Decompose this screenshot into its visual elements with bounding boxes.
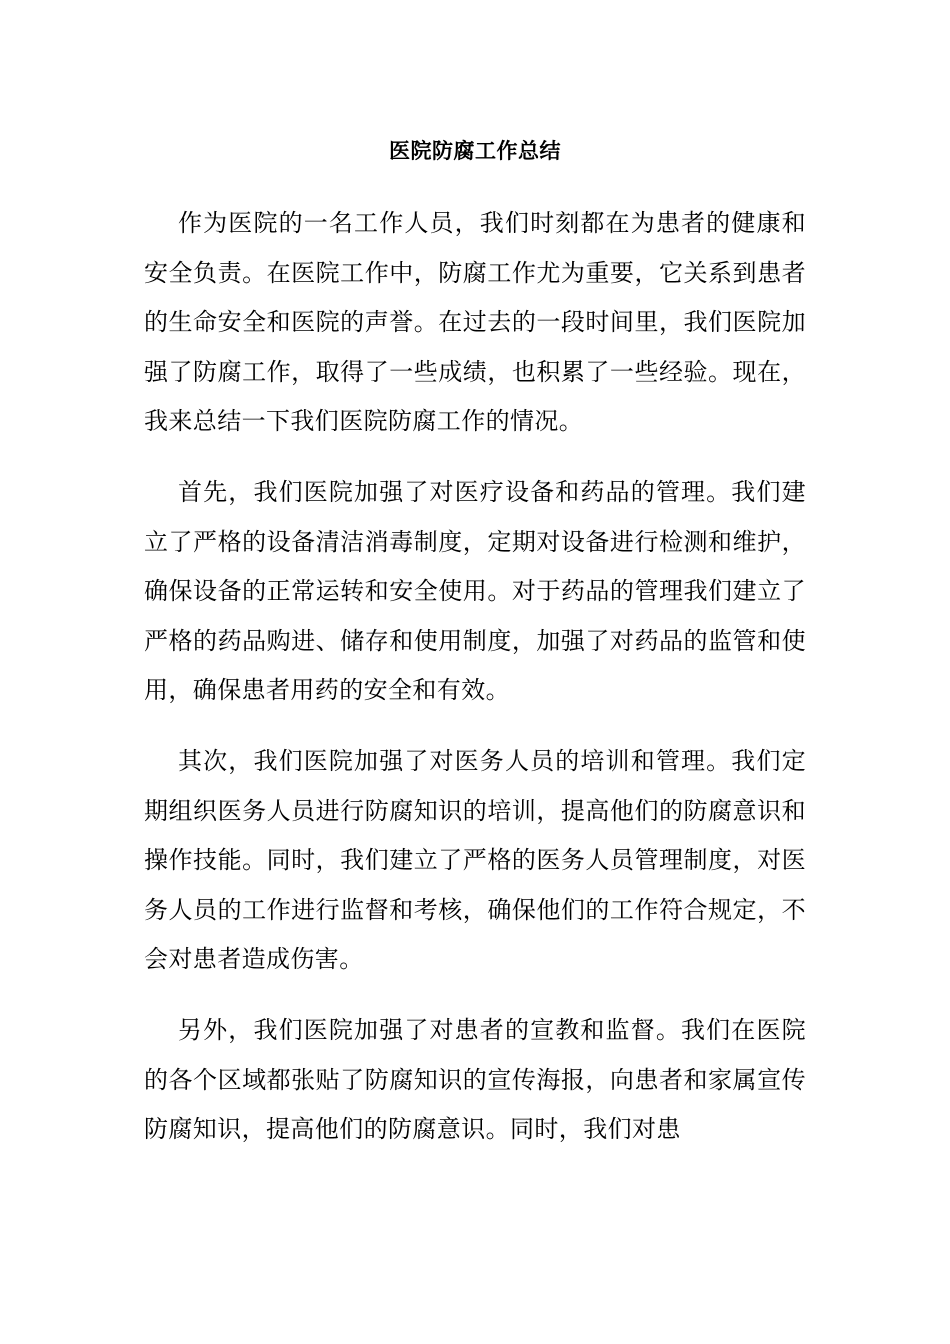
paragraph-staff-training: 其次，我们医院加强了对医务人员的培训和管理。我们定期组织医务人员进行防腐知识的培训，提高他们的防腐意识和操作技能。同时，我们建立了严格的医务人员管理制度，对医务人员的工作进行监督和考核，确保他们的工作符合规定，不会对患者造成伤害。 xyxy=(144,746,806,974)
paragraph-equipment-drugs: 首先，我们医院加强了对医疗设备和药品的管理。我们建立了严格的设备清洁消毒制度，定期对设备进行检测和维护，确保设备的正常运转和安全使用。对于药品的管理我们建立了严格的药品购进、储存和使用制度，加强了对药品的监管和使用，确保患者用药的安全和有效。 xyxy=(144,477,806,705)
paragraph-intro: 作为医院的一名工作人员，我们时刻都在为患者的健康和安全负责。在医院工作中，防腐工作尤为重要，它关系到患者的生命安全和医院的声誉。在过去的一段时间里，我们医院加强了防腐工作，取得了一些成绩，也积累了一些经验。现在，我来总结一下我们医院防腐工作的情况。 xyxy=(144,209,806,436)
document-body xyxy=(144,199,806,1176)
paragraph-patient-education: 另外，我们医院加强了对患者的宣教和监督。我们在医院的各个区域都张贴了防腐知识的宣传海报，向患者和家属宣传防腐知识，提高他们的防腐意识。同时，我们对患 xyxy=(144,1015,806,1144)
document-title: 医院防腐工作总结 xyxy=(389,139,561,163)
